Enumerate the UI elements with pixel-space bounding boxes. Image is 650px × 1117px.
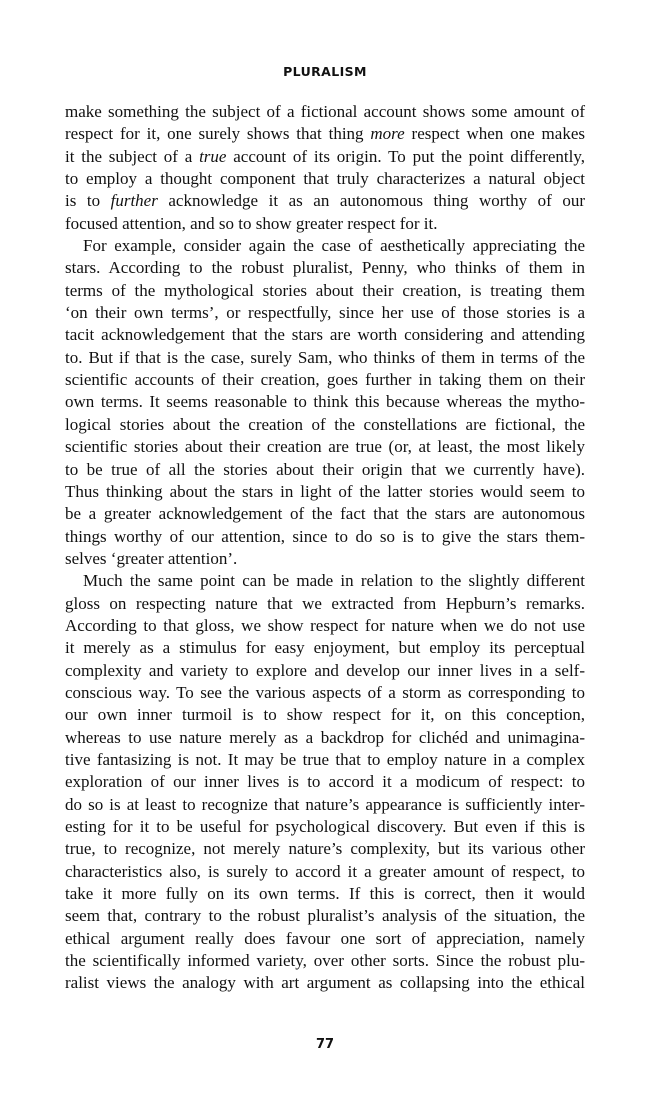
text-line: the scientifically informed variety, over other sorts. Since the robust plu- xyxy=(65,951,585,971)
text-line: Thus thinking about the stars in light of the latter stories would seem to xyxy=(65,481,585,501)
text-line: scientific accounts of their creation, goes further in taking them on their xyxy=(65,370,585,390)
text-line: ralist views the analogy with art argument as collapsing into the ethical xyxy=(65,973,585,993)
text-line: terms of the mythological stories about their creation, is treating them xyxy=(65,280,585,300)
text-line: be a greater acknowledgement of the fact that the stars are autonomous xyxy=(65,504,585,524)
text-line: esting for it to be useful for psychological discovery. But even if this is xyxy=(65,817,585,836)
text-line: According to that gloss, we show respect for nature when we do not use xyxy=(65,615,585,635)
body-text xyxy=(65,101,585,995)
page-number: 77 xyxy=(315,1037,335,1052)
italic-emphasis: further xyxy=(110,191,158,211)
text-line: logical stories about the creation of the constellations are fictional, the xyxy=(65,414,585,434)
text-line: it merely as a stimulus for easy enjoyment, but employ its perceptual xyxy=(65,638,585,658)
text-line: own terms. It seems reasonable to think this because whereas the mytho- xyxy=(65,392,585,412)
text-line: is to further acknowledge it as an autonomous thing worthy of our xyxy=(65,191,585,211)
text-line: to employ a thought component that truly characterizes a natural object xyxy=(65,169,585,189)
text-line: make something the subject of a fictional account shows some amount of xyxy=(65,102,585,121)
text-line: focused attention, and so to show greater respect for it. xyxy=(65,213,438,233)
text-line: tive fantasizing is not. It may be true that to employ nature in a complex xyxy=(65,749,585,769)
text-line: For example, consider again the case of aesthetically appreciating the xyxy=(83,236,585,256)
text-line: ‘on their own terms’, or respectfully, since her use of those stories is a xyxy=(65,303,585,323)
text-line: true, to recognize, not merely nature’s complexity, but its various other xyxy=(65,839,585,859)
text-line: do so is at least to recognize that nature’s appearance is sufficiently inter- xyxy=(65,794,585,814)
text-line: to be true of all the stories about their origin that we currently have). xyxy=(65,459,585,479)
text-line: whereas to use nature merely as a backdrop for clichéd and unimagina- xyxy=(65,727,585,747)
text-line: characteristics also, is surely to accord it a greater amount of respect, to xyxy=(65,861,585,881)
text-line: things worthy of our attention, since to do so is to give the stars them- xyxy=(65,526,585,546)
text-line: it the subject of a true account of its origin. To put the point differently, xyxy=(65,146,586,166)
text-line: Much the same point can be made in relation to the slightly different xyxy=(83,571,585,591)
text-line: respect for it, one surely shows that thing more respect when one makes xyxy=(65,124,585,144)
text-line: conscious way. To see the various aspects of a storm as corresponding to xyxy=(65,682,585,702)
text-line: gloss on respecting nature that we extracted from Hepburn’s remarks. xyxy=(65,593,585,613)
text-line: tacit acknowledgement that the stars are worth considering and attending xyxy=(65,325,585,345)
text-line: our own inner turmoil is to show respect for it, on this conception, xyxy=(65,705,585,725)
italic-emphasis: more xyxy=(370,124,405,144)
text-line: to. But if that is the case, surely Sam, who thinks of them in terms of the xyxy=(65,347,585,367)
text-line: stars. According to the robust pluralist, Penny, who thinks of them in xyxy=(65,258,585,278)
running-header: PLURALISM xyxy=(283,64,367,79)
italic-emphasis: true xyxy=(199,146,227,166)
text-line: exploration of our inner lives is to accord it a modicum of respect: to xyxy=(65,772,585,792)
text-line: selves ‘greater attention’. xyxy=(65,548,238,568)
text-line: ethical argument really does favour one sort of appreciation, namely xyxy=(65,928,585,948)
text-line: complexity and variety to explore and develop our inner lives in a self- xyxy=(65,660,585,680)
text-line: scientific stories about their creation are true (or, at least, the most likely xyxy=(65,437,585,457)
text-line: seem that, contrary to the robust pluralist’s analysis of the situation, the xyxy=(65,906,585,926)
text-line: take it more fully on its own terms. If this is correct, then it would xyxy=(65,884,585,904)
